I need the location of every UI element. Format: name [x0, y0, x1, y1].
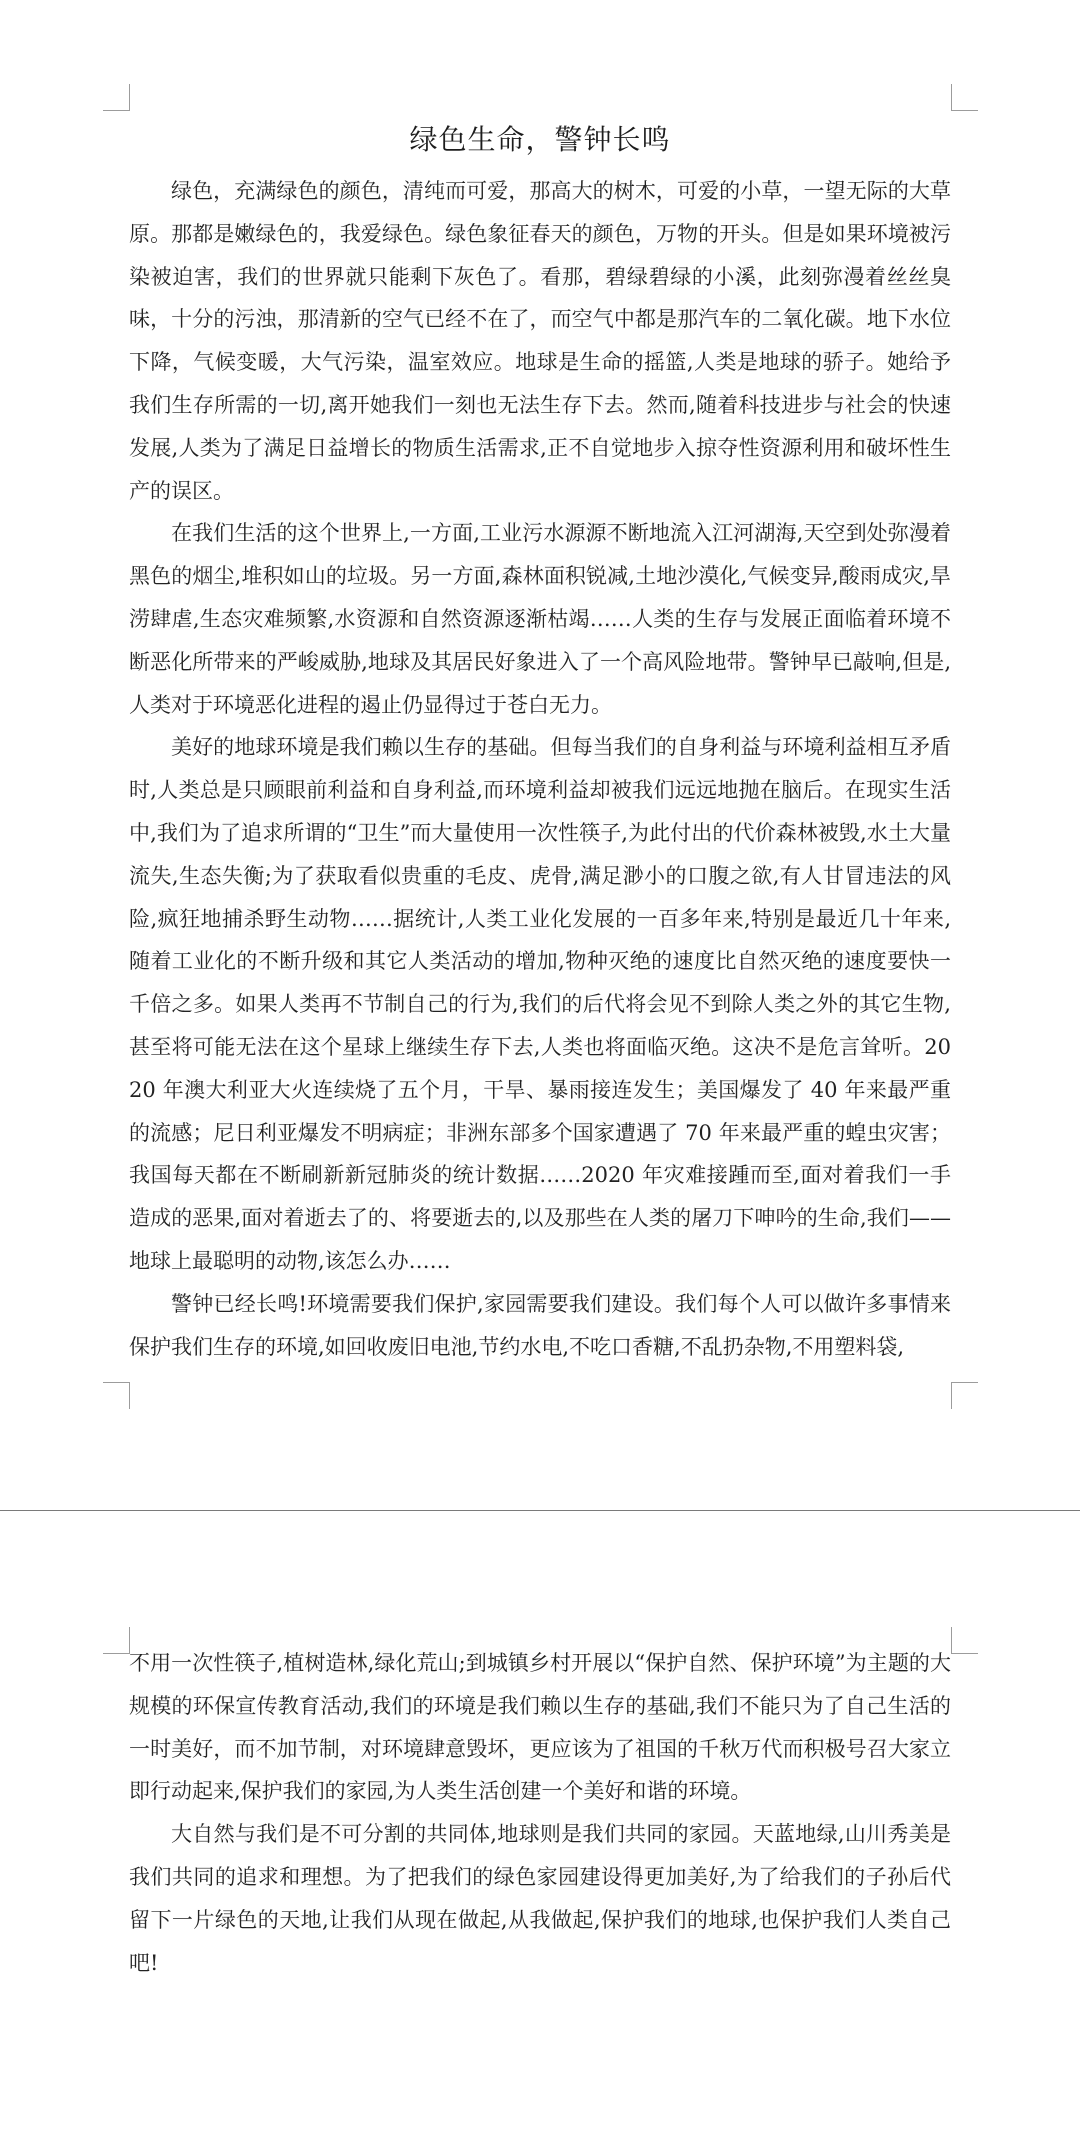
margin-corner-mark — [951, 1382, 978, 1409]
document-page-2 — [0, 1512, 1080, 2151]
margin-corner-mark — [103, 84, 130, 111]
margin-corner-mark — [103, 1627, 130, 1654]
paragraph: 在我们生活的这个世界上,一方面,工业污水源源不断地流入江河湖海,天空到处弥漫着黑色的烟尘,堆积如山的垃圾。另一方面,森林面积锐减,土地沙漠化,气候变异,酸雨成灾,旱涝肆虐,生态灾难频繁,水资源和自然资源逐渐枯竭……人类的生存与发展正面临着环境不断恶化所带来的严峻威胁,地球及其居民好象进入了一个高风险地带。警钟早已敲响,但是,人类对于环境恶化进程的遏止仍显得过于苍白无力。 — [129, 521, 951, 717]
margin-corner-mark — [951, 84, 978, 111]
page-2-body — [129, 1642, 951, 1984]
paragraph: 大自然与我们是不可分割的共同体,地球则是我们共同的家园。天蓝地绿,山川秀美是我们共同的追求和理想。为了把我们的绿色家园建设得更加美好,为了给我们的子孙后代留下一片绿色的天地,让我们从现在做起,从我做起,保护我们的地球,也保护我们人类自己吧! — [129, 1822, 951, 1975]
paragraph: 绿色，充满绿色的颜色，清纯而可爱，那高大的树木，可爱的小草，一望无际的大草原。那都是嫩绿色的，我爱绿色。绿色象征春天的颜色，万物的开头。但是如果环境被污染被迫害，我们的世界就只能剩下灰色了。看那，碧绿碧绿的小溪，此刻弥漫着丝丝臭味，十分的污浊，那清新的空气已经不在了，而空气中都是那汽车的二氧化碳。地下水位下降，气候变暖，大气污染，温室效应。地球是生命的摇篮,人类是地球的骄子。她给予我们生存所需的一切,离开她我们一刻也无法生存下去。然而,随着科技进步与社会的快速发展,人类为了满足日益增长的物质生活需求,正不自觉地步入掠夺性资源利用和破坏性生产的误区。 — [129, 179, 951, 503]
document-title: 绿色生命，警钟长鸣 — [409, 123, 671, 156]
page-1-body — [129, 120, 951, 1368]
margin-corner-mark — [103, 1382, 130, 1409]
paragraph: 美好的地球环境是我们赖以生存的基础。但每当我们的自身利益与环境利益相互矛盾时,人类总是只顾眼前利益和自身利益,而环境利益却被我们远远地抛在脑后。在现实生活中,我们为了追求所谓的“卫生”而大量使用一次性筷子,为此付出的代价森林被毁,水土大量流失,生态失衡;为了获取看似贵重的毛皮、虎骨,满足渺小的口腹之欲,有人甘冒违法的风险,疯狂地捕杀野生动物……据统计,人类工业化发展的一百多年来,特别是最近几十年来,随着工业化的不断升级和其它人类活动的增加,物种灭绝的速度比自然灭绝的速度要快一千倍之多。如果人类再不节制自己的行为,我们的后代将会见不到除人类之外的其它生物,甚至将可能无法在这个星球上继续生存下去,人类也将面临灭绝。这决不是危言耸听。2020 年澳大利亚大火连续烧了五个月，干旱、暴雨接连发生；美国爆发了 40 年来最严重的流感；尼日利亚爆发不明病症；非洲东部多个国家遭遇了 70 年来最严重的蝗虫灾害；我国每天都在不断刷新新冠肺炎的统计数据……2020 年灾难接踵而至,面对着我们一手造成的恶果,面对着逝去了的、将要逝去的,以及那些在人类的屠刀下呻吟的生命,我们——地球上最聪明的动物,该怎么办…… — [129, 735, 951, 1273]
paragraph: 不用一次性筷子,植树造林,绿化荒山;到城镇乡村开展以“保护自然、保护环境”为主题的大规模的环保宣传教育活动,我们的环境是我们赖以生存的基础,我们不能只为了自己生活的一时美好，而不加节制，对环境肆意毁坏，更应该为了祖国的千秋万代而积极号召大家立即行动起来,保护我们的家园,为人类生活创建一个美好和谐的环境。 — [129, 1651, 951, 1804]
margin-corner-mark — [951, 1627, 978, 1654]
paragraph: 警钟已经长鸣!环境需要我们保护,家园需要我们建设。我们每个人可以做许多事情来保护我们生存的环境,如回收废旧电池,节约水电,不吃口香糖,不乱扔杂物,不用塑料袋, — [129, 1291, 951, 1359]
page-break-divider — [0, 1510, 1080, 1511]
